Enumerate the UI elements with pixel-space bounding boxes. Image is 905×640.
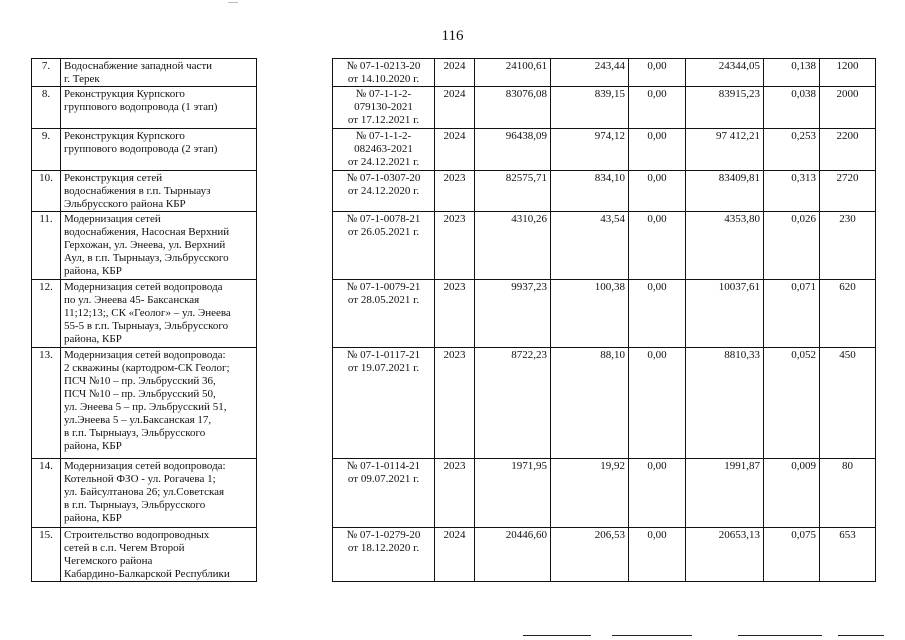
expertise-number-line: от 26.05.2021 г. (347, 226, 420, 238)
other-cost: 0,00 (629, 459, 686, 528)
row-number: 8. (32, 87, 61, 129)
other-cost: 0,00 (629, 280, 686, 348)
table-row (32, 87, 876, 129)
empty-column (257, 129, 333, 171)
total-cost: 10037,61 (686, 280, 764, 348)
empty-column (257, 87, 333, 129)
capacity-value: 230 (820, 212, 876, 280)
expertise-number (333, 528, 435, 582)
length-value: 0,071 (764, 280, 820, 348)
expertise-number (333, 280, 435, 348)
capacity-value: 1200 (820, 59, 876, 87)
expertise-number-line: № 07-1-0078-21 (346, 213, 421, 225)
expertise-number-line: № 07-1-0213-20 (346, 60, 421, 72)
table-row (32, 171, 876, 212)
completion-year: 2023 (435, 212, 475, 280)
empty-column (257, 171, 333, 212)
table-row (32, 459, 876, 528)
page-number: 116 (441, 28, 464, 44)
expertise-number (333, 459, 435, 528)
completion-year: 2023 (435, 459, 475, 528)
length-value: 0,138 (764, 59, 820, 87)
object-name-line: Кабардино-Балкарской Республики (64, 568, 230, 580)
length-value: 0,009 (764, 459, 820, 528)
other-cost: 0,00 (629, 87, 686, 129)
objects-table (31, 58, 876, 582)
completion-year: 2024 (435, 528, 475, 582)
cost-value: 24100,61 (475, 59, 551, 87)
table-row (32, 129, 876, 171)
object-name-line: Чегемского района (64, 555, 153, 567)
row-number: 7. (32, 59, 61, 87)
object-name-line: ул. Энеева 5 – пр. Эльбрусский 51, (64, 401, 227, 413)
empty-column (257, 459, 333, 528)
cost-value: 4310,26 (475, 212, 551, 280)
total-cost: 8810,33 (686, 348, 764, 459)
object-name-line: группового водопровода (1 этап) (64, 101, 218, 113)
object-name-line: г. Терек (64, 73, 100, 85)
object-name-line: ул. Байсултанова 26; ул.Советская (64, 486, 225, 498)
expertise-number-line: № 07-1-0279-20 (346, 529, 421, 541)
object-name (61, 129, 257, 171)
completion-year: 2023 (435, 348, 475, 459)
object-name-line: Водоснабжение западной части (64, 60, 213, 72)
total-cost: 97 412,21 (686, 129, 764, 171)
object-name (61, 87, 257, 129)
table-row (32, 280, 876, 348)
total-cost: 20653,13 (686, 528, 764, 582)
object-name-line: Аул, в г.п. Тырныауз, Эльбрусского (64, 252, 229, 264)
expertise-number (333, 87, 435, 129)
row-number: 10. (32, 171, 61, 212)
object-name-line: ПСЧ №10 – пр. Эльбрусский 50, (64, 388, 216, 400)
object-name-line: сетей в с.п. Чегем Второй (64, 542, 185, 554)
cost-addition: 19,92 (551, 459, 629, 528)
expertise-number (333, 129, 435, 171)
total-cost: 4353,80 (686, 212, 764, 280)
other-cost: 0,00 (629, 528, 686, 582)
object-name-line: в г.п. Тырныауз, Эльбрусского (64, 427, 206, 439)
object-name (61, 212, 257, 280)
object-name-line: по ул. Энеева 45- Баксанская (64, 294, 200, 306)
completion-year: 2023 (435, 280, 475, 348)
object-name-line: Реконструкция Курпского (64, 130, 185, 142)
cost-addition: 43,54 (551, 212, 629, 280)
empty-column (257, 528, 333, 582)
expertise-number-line: от 17.12.2021 г. (347, 114, 420, 126)
footer-line (838, 635, 884, 636)
row-number: 14. (32, 459, 61, 528)
object-name-line: района, КБР (64, 512, 122, 524)
expertise-number-line: от 19.07.2021 г. (347, 362, 420, 374)
cost-addition: 839,15 (551, 87, 629, 129)
capacity-value: 2720 (820, 171, 876, 212)
completion-year: 2023 (435, 171, 475, 212)
cost-addition: 243,44 (551, 59, 629, 87)
cost-value: 8722,23 (475, 348, 551, 459)
object-name-line: района, КБР (64, 265, 122, 277)
expertise-number-line: № 07-1-0307-20 (346, 172, 421, 184)
expertise-number-line: 082463-2021 (354, 143, 413, 155)
table-row (32, 212, 876, 280)
expertise-number-line: № 07-1-0079-21 (346, 281, 421, 293)
completion-year: 2024 (435, 59, 475, 87)
object-name (61, 280, 257, 348)
object-name-line: Модернизация сетей (64, 213, 161, 225)
object-name-line: Реконструкция сетей (64, 172, 163, 184)
table-row (32, 59, 876, 87)
total-cost: 83915,23 (686, 87, 764, 129)
object-name-line: в г.п. Тырныауз, Эльбрусского (64, 499, 206, 511)
scan-mark (228, 2, 238, 3)
other-cost: 0,00 (629, 171, 686, 212)
expertise-number-line: от 14.10.2020 г. (347, 73, 420, 85)
object-name-line: Модернизация сетей водопровода: (64, 460, 226, 472)
object-name (61, 528, 257, 582)
object-name-line: водоснабжения в г.п. Тырныауз (64, 185, 211, 197)
row-number: 9. (32, 129, 61, 171)
expertise-number (333, 59, 435, 87)
total-cost: 83409,81 (686, 171, 764, 212)
cost-value: 20446,60 (475, 528, 551, 582)
object-name-line: Котельной ФЗО - ул. Рогачева 1; (64, 473, 216, 485)
object-name-line: Реконструкция Курпского (64, 88, 185, 100)
object-name-line: 2 скважины (картодром-СК Геолог; (64, 362, 230, 374)
object-name-line: Герхожан, ул. Энеева, ул. Верхний (64, 239, 226, 251)
length-value: 0,038 (764, 87, 820, 129)
capacity-value: 80 (820, 459, 876, 528)
expertise-number-line: 079130-2021 (354, 101, 413, 113)
object-name-line: водоснабжения, Насосная Верхний (64, 226, 230, 238)
expertise-number-line: № 07-1-0114-21 (346, 460, 421, 472)
empty-column (257, 59, 333, 87)
length-value: 0,052 (764, 348, 820, 459)
expertise-number-line: от 28.05.2021 г. (347, 294, 420, 306)
cost-addition: 88,10 (551, 348, 629, 459)
cost-addition: 100,38 (551, 280, 629, 348)
capacity-value: 2000 (820, 87, 876, 129)
expertise-number-line: № 07-1-1-2- (355, 88, 412, 100)
other-cost: 0,00 (629, 59, 686, 87)
length-value: 0,026 (764, 212, 820, 280)
cost-value: 9937,23 (475, 280, 551, 348)
capacity-value: 450 (820, 348, 876, 459)
object-name (61, 171, 257, 212)
object-name-line: ПСЧ №10 – пр. Эльбрусский 36, (64, 375, 216, 387)
total-cost: 24344,05 (686, 59, 764, 87)
empty-column (257, 212, 333, 280)
row-number: 15. (32, 528, 61, 582)
capacity-value: 653 (820, 528, 876, 582)
object-name-line: Строительство водопроводных (64, 529, 210, 541)
other-cost: 0,00 (629, 212, 686, 280)
length-value: 0,075 (764, 528, 820, 582)
empty-column (257, 280, 333, 348)
table-body (32, 59, 876, 582)
object-name-line: 55-5 в г.п. Тырныауз, Эльбрусского (64, 320, 229, 332)
object-name-line: района, КБР (64, 440, 122, 452)
cost-value: 96438,09 (475, 129, 551, 171)
expertise-number-line: от 24.12.2021 г. (347, 156, 420, 168)
length-value: 0,253 (764, 129, 820, 171)
table-row (32, 348, 876, 459)
other-cost: 0,00 (629, 348, 686, 459)
object-name-line: Модернизация сетей водопровода (64, 281, 223, 293)
completion-year: 2024 (435, 129, 475, 171)
table-row (32, 528, 876, 582)
row-number: 13. (32, 348, 61, 459)
capacity-value: 2200 (820, 129, 876, 171)
expertise-number (333, 171, 435, 212)
object-name-line: группового водопровода (2 этап) (64, 143, 218, 155)
cost-addition: 834,10 (551, 171, 629, 212)
footer-line (738, 635, 822, 636)
object-name (61, 459, 257, 528)
object-name-line: ул.Энеева 5 – ул.Баксанская 17, (64, 414, 212, 426)
expertise-number-line: от 09.07.2021 г. (347, 473, 420, 485)
object-name (61, 348, 257, 459)
expertise-number-line: № 07-1-1-2- (355, 130, 412, 142)
object-name-line: Эльбрусского района КБР (64, 198, 186, 210)
cost-value: 1971,95 (475, 459, 551, 528)
object-name-line: района, КБР (64, 333, 122, 345)
footer-line (612, 635, 692, 636)
cost-value: 83076,08 (475, 87, 551, 129)
expertise-number (333, 212, 435, 280)
length-value: 0,313 (764, 171, 820, 212)
cost-addition: 974,12 (551, 129, 629, 171)
other-cost: 0,00 (629, 129, 686, 171)
cost-addition: 206,53 (551, 528, 629, 582)
row-number: 11. (32, 212, 61, 280)
total-cost: 1991,87 (686, 459, 764, 528)
footer-line (523, 635, 591, 636)
expertise-number-line: от 18.12.2020 г. (347, 542, 420, 554)
expertise-number-line: от 24.12.2020 г. (347, 185, 420, 197)
object-name-line: Модернизация сетей водопровода: (64, 349, 226, 361)
empty-column (257, 348, 333, 459)
completion-year: 2024 (435, 87, 475, 129)
expertise-number-line: № 07-1-0117-21 (346, 349, 421, 361)
expertise-number (333, 348, 435, 459)
row-number: 12. (32, 280, 61, 348)
cost-value: 82575,71 (475, 171, 551, 212)
object-name (61, 59, 257, 87)
capacity-value: 620 (820, 280, 876, 348)
object-name-line: 11;12;13;, СК «Геолог» – ул. Энеева (64, 307, 231, 319)
